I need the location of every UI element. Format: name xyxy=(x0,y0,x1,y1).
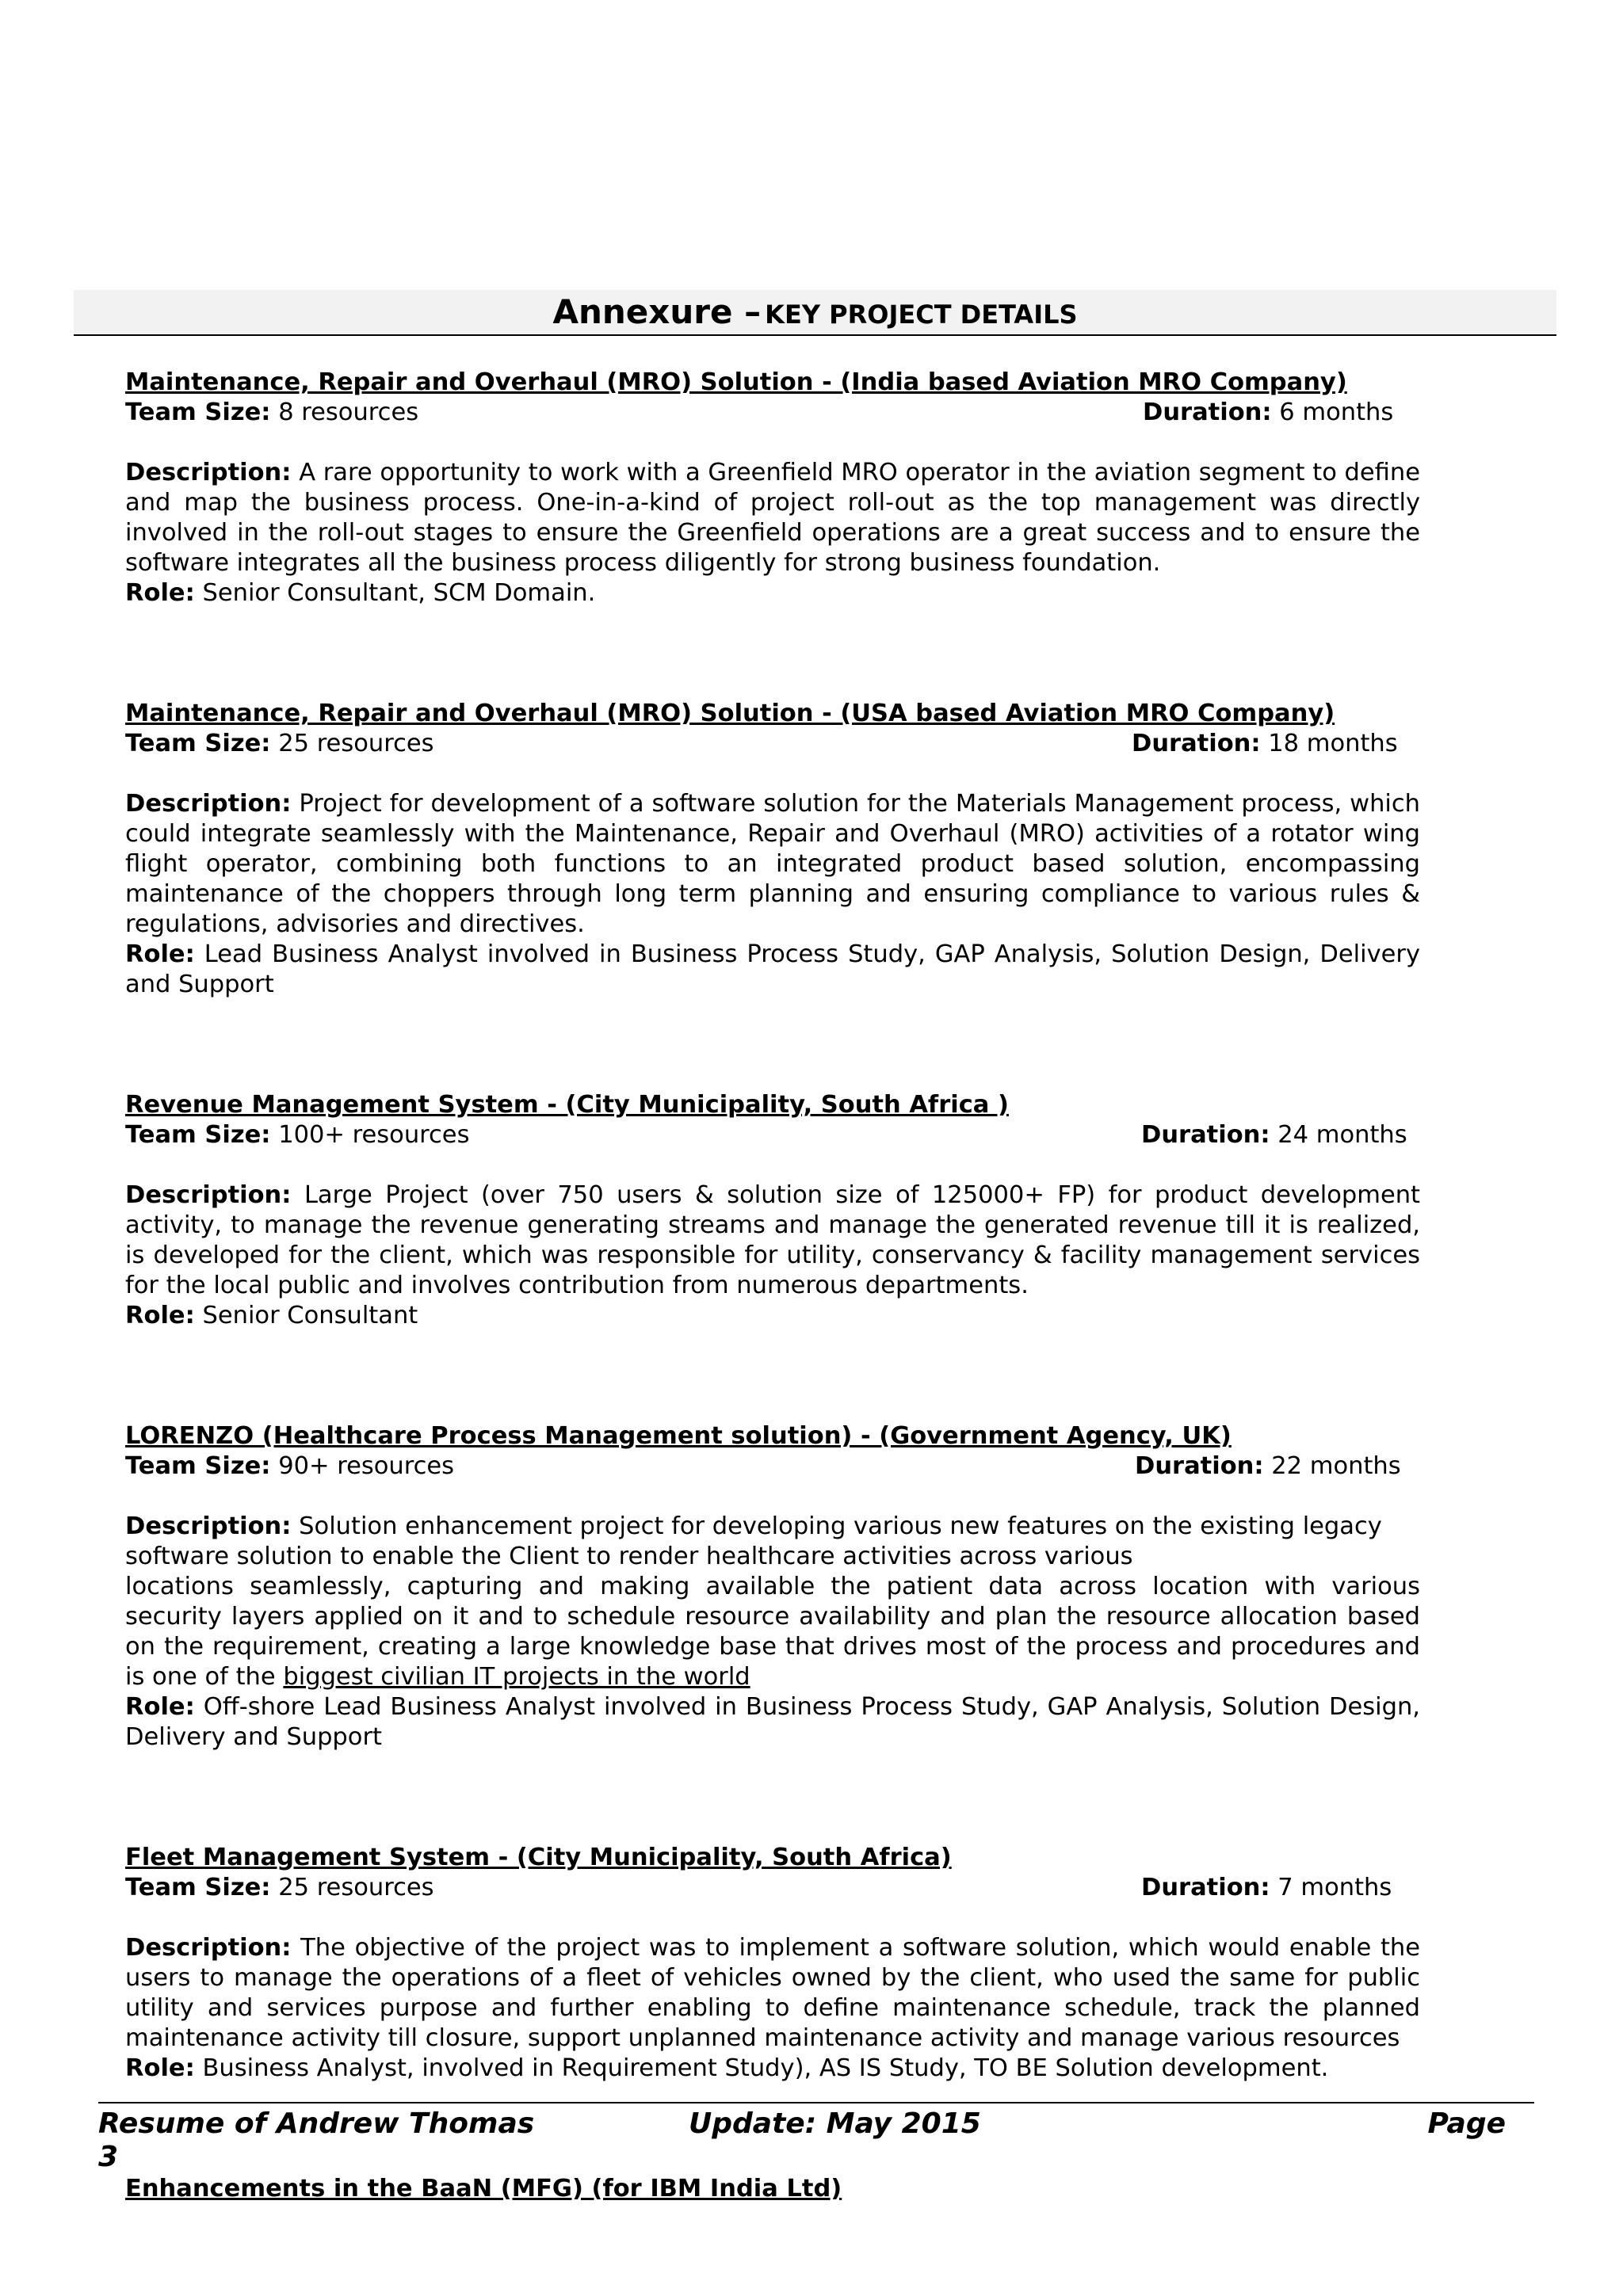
project-meta xyxy=(125,729,1420,759)
project-role: Role: Business Analyst, involved in Requirement Study), AS IS Study, TO BE Solution development. xyxy=(125,2054,1329,2082)
duration: Duration: 18 months xyxy=(1132,730,1398,757)
footer-page-number: 3 xyxy=(98,2141,119,2173)
page-header xyxy=(74,290,1556,336)
duration: Duration: 6 months xyxy=(1143,399,1394,426)
project-description: Description: Project for development of a software solution for the Materials Management process, which could integrate seamlessly with the Maintenance, Repair and Overhaul (MRO) activities of a rotator wing flight operator, combining both functions to an integrated product based solution, encompassing maintenance of the choppers through long term planning and ensuring compliance to various rules & regulations, advisories and directives. xyxy=(125,790,1420,938)
project-description: Description: Large Project (over 750 users & solution size of 125000+ FP) for product development activity, to manage the revenue generating streams and manage the generated revenue till it is realized, is developed for the client, which was responsible for utility, conservancy & facility management services for the local public and involves contribution from numerous departments. xyxy=(125,1181,1420,1299)
project-title: Revenue Management System - (City Municipality, South Africa ) xyxy=(125,1091,1009,1119)
project-role: Role: Senior Consultant xyxy=(125,1302,418,1329)
project-description-continued: locations seamlessly, capturing and making available the patient data across location with various security layers applied on it and to schedule resource availability and plan the resource allocation based on the requirement, creating a large knowledge base that drives most of the process and procedures and is one of the biggest civilian IT projects in the world xyxy=(125,1573,1420,1691)
project-description: Description: Solution enhancement project for developing various new features on the existing legacy software solution to enable the Client to render healthcare activities across various xyxy=(125,1512,1382,1570)
team-size: Team Size: 25 resources xyxy=(125,1874,434,1901)
project-role: Role: Off-shore Lead Business Analyst involved in Business Process Study, GAP Analysis, Solution Design, Delivery and Support xyxy=(125,1693,1421,1751)
project-title: LORENZO (Healthcare Process Management solution) - (Government Agency, UK) xyxy=(125,1422,1232,1450)
project-title: Enhancements in the BaaN (MFG) (for IBM India Ltd) xyxy=(125,2175,842,2203)
project-title: Maintenance, Repair and Overhaul (MRO) Solution - (USA based Aviation MRO Company) xyxy=(125,700,1335,727)
duration: Duration: 7 months xyxy=(1141,1874,1392,1901)
description-link[interactable]: biggest civilian IT projects in the world xyxy=(283,1663,750,1691)
project-title: Maintenance, Repair and Overhaul (MRO) Solution - (India based Aviation MRO Company) xyxy=(125,368,1347,396)
project-meta xyxy=(125,1873,1420,1903)
team-size: Team Size: 8 resources xyxy=(125,399,419,426)
project-meta xyxy=(125,398,1420,428)
project-role: Role: Senior Consultant, SCM Domain. xyxy=(125,579,596,607)
project-list xyxy=(125,368,1420,2204)
team-size: Team Size: 25 resources xyxy=(125,730,434,757)
project-item xyxy=(125,1843,1420,2084)
duration: Duration: 22 months xyxy=(1135,1452,1401,1480)
project-item xyxy=(125,1090,1420,1331)
project-meta xyxy=(125,1451,1420,1482)
header-title: Annexure – xyxy=(552,292,762,331)
project-description: Description: The objective of the project was to implement a software solution, which would enable the users to manage the operations of a fleet of vehicles owned by the client, who used the same for public utility and services purpose and further enabling to define maintenance schedule, track the planned maintenance activity till closure, support unplanned maintenance activity and manage various resources xyxy=(125,1934,1421,2052)
project-description: Description: A rare opportunity to work with a Greenfield MRO operator in the aviation segment to define and map the business process. One-in-a-kind of project roll-out as the top management was directly involved in the roll-out stages to ensure the Greenfield operations are a great success and to ensure the software integrates all the business process diligently for strong business foundation. xyxy=(125,459,1420,577)
project-item xyxy=(125,368,1420,608)
project-meta xyxy=(125,1120,1420,1150)
footer-resume-name: Resume of Andrew Thomas xyxy=(98,2107,535,2140)
project-item xyxy=(125,2174,1420,2204)
project-item xyxy=(125,1421,1420,1753)
footer-divider xyxy=(98,2102,1534,2103)
team-size: Team Size: 100+ resources xyxy=(125,1121,470,1149)
team-size: Team Size: 90+ resources xyxy=(125,1452,455,1480)
project-title: Fleet Management System - (City Municipality, South Africa) xyxy=(125,1844,952,1871)
project-item xyxy=(125,699,1420,1000)
project-role: Role: Lead Business Analyst involved in Business Process Study, GAP Analysis, Solution Design, Delivery and Support xyxy=(125,940,1420,998)
duration: Duration: 24 months xyxy=(1141,1121,1407,1149)
footer-page-label: Page xyxy=(1427,2107,1506,2140)
header-subtitle: KEY PROJECT DETAILS xyxy=(765,299,1078,330)
footer-update-date: Update: May 2015 xyxy=(689,2107,981,2140)
